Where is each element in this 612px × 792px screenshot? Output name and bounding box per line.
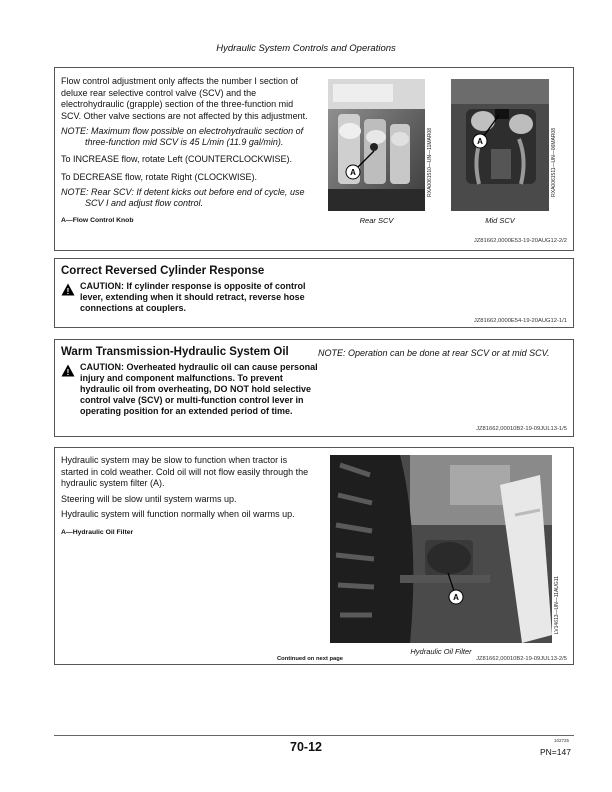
warning-triangle-icon [61,283,75,296]
cold-weather-text: Hydraulic system may be slow to function when tractor is started in cold weather. Cold oil will not flow easily through the hydraulic system filter (A). [61,455,309,488]
page-number: 70-12 [290,740,322,754]
section3-reference: JZ81662,00010B2-19-09JUL13-1/5 [476,426,567,432]
warning-triangle-icon [61,364,75,377]
reversed-cylinder-section [54,258,574,328]
svg-text:!: ! [66,368,70,377]
continued-next-page: Continued on next page [277,656,344,662]
section4-reference: JZ81662,00010B2-19-09JUL13-2/5 [476,656,567,662]
oil-filter-caption: Hydraulic Oil Filter [410,647,472,656]
warm-oil-note: NOTE: Operation can be done at rear SCV or at mid SCV. [318,348,550,358]
rear-scv-caption: Rear SCV [359,216,394,225]
mid-scv-caption: Mid SCV [485,216,515,225]
svg-text:A: A [350,168,356,177]
flow-control-section [54,67,574,251]
svg-text:!: ! [66,287,70,296]
warm-oil-caution: CAUTION: Overheated hydraulic oil can cause personal injury and component malfunctions. To prevent hydraulic oil from overheating, DO NOT hold selective control valve (SCV) or multi-function control lever in operating position for an extended period of time. [80,362,318,416]
normal-function-text: Hydraulic system will function normally when oil warms up. [61,509,295,519]
pn-number: PN=147 [540,747,571,757]
footer-code: 102725 [554,738,570,743]
section2-reference: JZ81662,0000E54-19-20AUG12-1/1 [473,318,567,324]
flow-note-max: NOTE: Maximum flow possible on electrohydraulic section of three-function mid SCV is 45 L/min (11.9 gal/min). [61,126,304,147]
reversed-cylinder-heading: Correct Reversed Cylinder Response [61,265,265,277]
steering-slow-text: Steering will be slow until system warms up. [61,493,237,504]
mid-scv-photo [451,79,549,211]
footer-divider [54,735,574,736]
oil-filter-legend: A—Hydraulic Oil Filter [61,528,134,536]
warm-oil-section [54,339,574,437]
oil-filter-image-id: LV14613—UN—11AUG11 [554,576,560,635]
increase-flow-text: To INCREASE flow, rotate Left (COUNTERCLOCKWISE). [61,154,293,164]
section1-reference: JZ81662,0000E53-19-20AUG12-2/2 [473,238,567,244]
hydraulic-oil-filter-photo [330,455,552,643]
rear-scv-image-id: RXA0061510—UN—11MAR08 [427,128,433,197]
reversed-cylinder-caution: CAUTION: If cylinder response is opposite of control lever, extending when it should retract, reverse hose connections at couplers. [80,281,306,313]
flow-note-detent: NOTE: Rear SCV: If detent kicks out before end of cycle, use SCV I and adjust flow control. [61,187,305,208]
flow-control-legend: A—Flow Control Knob [61,217,134,224]
svg-text:A: A [477,137,483,146]
svg-text:A: A [453,593,459,602]
mid-scv-image-id: RXA0061511—UN—06MAR08 [551,128,557,197]
warm-oil-heading: Warm Transmission-Hydraulic System Oil [61,346,289,358]
rear-scv-photo [328,79,425,211]
page-header-title: Hydraulic System Controls and Operations [216,43,396,54]
decrease-flow-text: To DECREASE flow, rotate Right (CLOCKWISE). [61,171,258,182]
flow-control-intro: Flow control adjustment only affects the number I section of deluxe rear selective control valve (SCV) and the electrohydraulic (grapple) section of the three-function mid SCV. Other valve sections are not affected by this adjustment. [61,76,308,121]
cold-weather-section [54,447,574,665]
